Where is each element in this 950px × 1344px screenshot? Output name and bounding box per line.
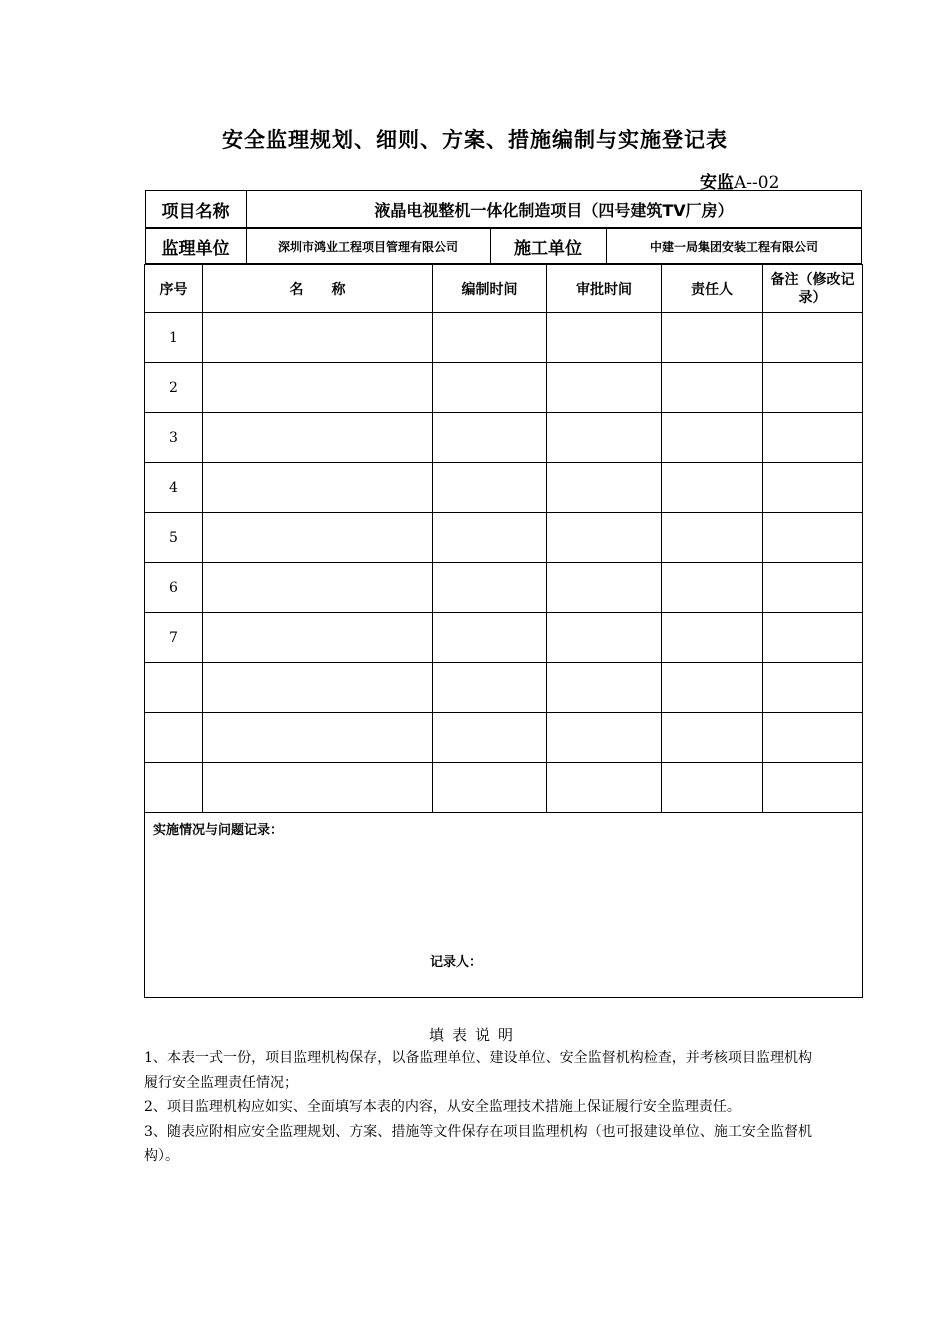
cell-name[interactable] <box>203 663 433 713</box>
contractor-label: 施工单位 <box>490 229 606 264</box>
cell-approve-time[interactable] <box>547 363 662 413</box>
project-name-value: 液晶电视整机一体化制造项目（四号建筑TV厂房） <box>246 191 862 228</box>
cell-remarks[interactable] <box>763 413 863 463</box>
table-row <box>145 663 863 713</box>
record-area[interactable] <box>145 813 863 998</box>
cell-remarks[interactable] <box>763 463 863 513</box>
cell-compile-time[interactable] <box>433 763 547 813</box>
cell-responsible[interactable] <box>662 763 763 813</box>
cell-approve-time[interactable] <box>547 413 662 463</box>
instructions-list <box>144 1046 812 1169</box>
cell-remarks[interactable] <box>763 763 863 813</box>
table-row <box>145 513 863 563</box>
supervisor-value: 深圳市鸿业工程项目管理有限公司 <box>246 229 490 264</box>
header-row <box>145 265 863 313</box>
cell-responsible[interactable] <box>662 713 763 763</box>
instruction-item: 3、随表应附相应安全监理规划、方案、措施等文件保存在项目监理机构（也可报建设单位、施工安全监督机构）。 <box>144 1123 812 1164</box>
cell-approve-time[interactable] <box>547 463 662 513</box>
cell-approve-time[interactable] <box>547 613 662 663</box>
cell-remarks[interactable] <box>763 313 863 363</box>
col-compile-time: 编制时间 <box>433 265 547 313</box>
cell-name[interactable] <box>203 363 433 413</box>
cell-compile-time[interactable] <box>433 463 547 513</box>
row-seq <box>145 663 203 713</box>
table-row <box>145 563 863 613</box>
row-seq: 4 <box>145 463 203 513</box>
table-row <box>145 613 863 663</box>
col-approve-time: 审批时间 <box>547 265 662 313</box>
cell-compile-time[interactable] <box>433 563 547 613</box>
cell-approve-time[interactable] <box>547 663 662 713</box>
cell-remarks[interactable] <box>763 363 863 413</box>
table-row <box>145 713 863 763</box>
table-row <box>145 313 863 363</box>
cell-responsible[interactable] <box>662 463 763 513</box>
cell-compile-time[interactable] <box>433 313 547 363</box>
cell-approve-time[interactable] <box>547 513 662 563</box>
cell-compile-time[interactable] <box>433 363 547 413</box>
cell-name[interactable] <box>203 313 433 363</box>
table-row <box>145 413 863 463</box>
cell-responsible[interactable] <box>662 663 763 713</box>
cell-responsible[interactable] <box>662 313 763 363</box>
cell-remarks[interactable] <box>763 563 863 613</box>
cell-approve-time[interactable] <box>547 313 662 363</box>
table-row <box>145 363 863 413</box>
cell-compile-time[interactable] <box>433 713 547 763</box>
cell-name[interactable] <box>203 563 433 613</box>
cell-remarks[interactable] <box>763 513 863 563</box>
table-row <box>145 763 863 813</box>
row-seq: 7 <box>145 613 203 663</box>
cell-name[interactable] <box>203 413 433 463</box>
col-remarks: 备注（修改记录） <box>763 265 863 313</box>
table-row <box>145 463 863 513</box>
cell-name[interactable] <box>203 463 433 513</box>
row-seq: 2 <box>145 363 203 413</box>
row-seq: 1 <box>145 313 203 363</box>
row-seq: 3 <box>145 413 203 463</box>
cell-approve-time[interactable] <box>547 563 662 613</box>
page-title: 安全监理规划、细则、方案、措施编制与实施登记表 <box>222 128 728 152</box>
form-code-number: A--02 <box>734 173 780 193</box>
cell-name[interactable] <box>203 713 433 763</box>
row-seq <box>145 763 203 813</box>
project-name-label: 项目名称 <box>145 191 246 228</box>
cell-remarks[interactable] <box>763 663 863 713</box>
cell-compile-time[interactable] <box>433 413 547 463</box>
cell-name[interactable] <box>203 613 433 663</box>
cell-name[interactable] <box>203 513 433 563</box>
instruction-item: 2、项目监理机构应如实、全面填写本表的内容，从安全监理技术措施上保证履行安全监理责任。 <box>144 1099 741 1115</box>
instructions-title: 填表说明 <box>428 1026 521 1044</box>
cell-responsible[interactable] <box>662 513 763 563</box>
cell-approve-time[interactable] <box>547 763 662 813</box>
cell-responsible[interactable] <box>662 413 763 463</box>
record-label: 实施情况与问题记录： <box>153 823 284 838</box>
row-seq: 6 <box>145 563 203 613</box>
register-table <box>144 190 863 998</box>
cell-responsible[interactable] <box>662 563 763 613</box>
cell-responsible[interactable] <box>662 613 763 663</box>
col-responsible: 责任人 <box>662 265 763 313</box>
cell-compile-time[interactable] <box>433 613 547 663</box>
col-seq: 序号 <box>145 265 203 313</box>
cell-compile-time[interactable] <box>433 513 547 563</box>
supervisor-label: 监理单位 <box>145 229 246 264</box>
col-name: 名 称 <box>203 265 433 313</box>
row-seq <box>145 713 203 763</box>
form-code-prefix: 安监 <box>700 173 734 193</box>
cell-responsible[interactable] <box>662 363 763 413</box>
contractor-value: 中建一局集团安装工程有限公司 <box>606 229 862 264</box>
cell-compile-time[interactable] <box>433 663 547 713</box>
cell-approve-time[interactable] <box>547 713 662 763</box>
cell-remarks[interactable] <box>763 713 863 763</box>
cell-remarks[interactable] <box>763 613 863 663</box>
row-seq: 5 <box>145 513 203 563</box>
instruction-item: 1、本表一式一份，项目监理机构保存，以备监理单位、建设单位、安全监督机构检查，并考核项目监理机构履行安全监理责任情况； <box>144 1050 812 1091</box>
recorder-label: 记录人： <box>430 955 483 970</box>
cell-name[interactable] <box>203 763 433 813</box>
